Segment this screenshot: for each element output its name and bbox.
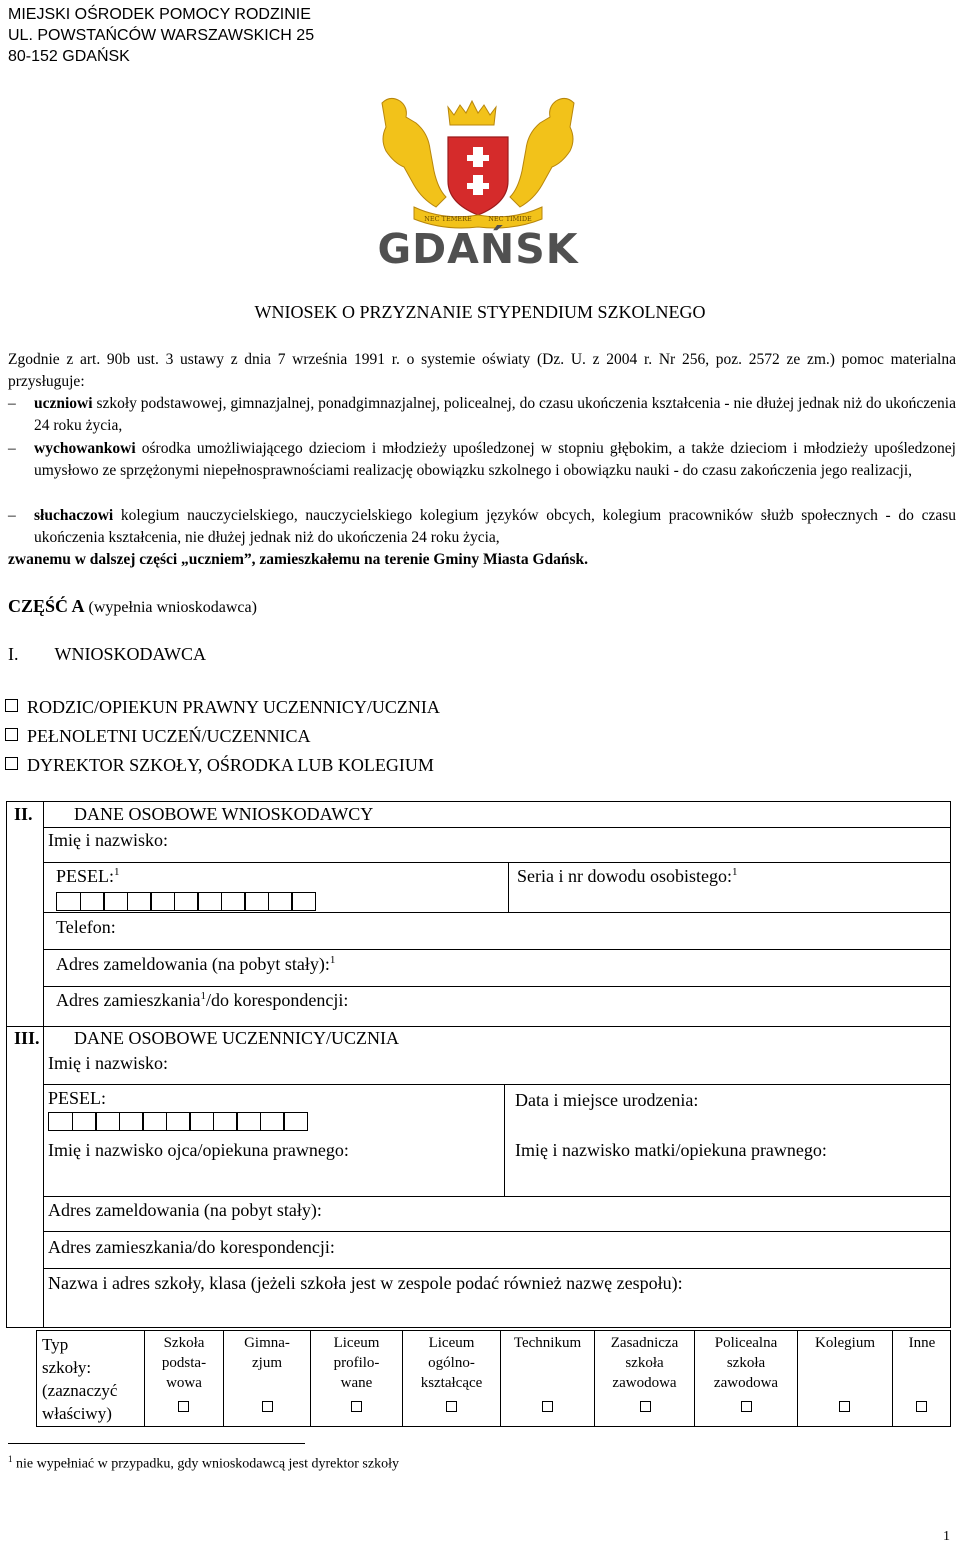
checkbox-vocational[interactable] — [640, 1401, 651, 1412]
bullet-uczen: – uczniowi szkoły podstawowej, gimnazjalnej, ponadgimnazjalnej, policealnej, do czasu ukończenia kształcenia - nie dłużej jednak niż do ukończenia 24 roku życia, — [8, 395, 956, 434]
checkbox-technical[interactable] — [542, 1401, 553, 1412]
logo-motto-left: NEC TEMERE — [424, 215, 472, 223]
checkbox-college[interactable] — [839, 1401, 850, 1412]
footnote: $^1$ nie wypełniać w przypadku, gdy wnioskodawcą jest dyrektor szkoły — [8, 1454, 399, 1472]
checkbox-post-secondary[interactable] — [741, 1401, 752, 1412]
school-type-profiled-lyceum: Liceum profilo- wane — [333, 1335, 380, 1391]
logo-motto-right: NEC TIMIDE — [488, 215, 532, 223]
header-city: 80-152 GDAŃSK — [8, 48, 130, 65]
logo-wordmark: GDAŃSK — [377, 225, 579, 270]
school-type-label: Typ szkoły: (zaznaczyć właściwy) — [42, 1335, 118, 1423]
applicant-type-director[interactable]: DYREKTOR SZKOŁY, OŚRODKA LUB KOLEGIUM — [5, 751, 434, 780]
document-title: WNIOSEK O PRZYZNANIE STYPENDIUM SZKOLNEGO — [254, 302, 706, 322]
section-2-title: DANE OSOBOWE WNIOSKODAWCY — [74, 804, 374, 824]
school-type-other: Inne — [908, 1335, 936, 1351]
student-residence-address-label[interactable]: Adres zamieszkania/do korespondencji: — [48, 1237, 335, 1257]
school-type-general-lyceum: Liceum ogólno- kształcące — [420, 1335, 483, 1391]
school-type-gymnasium: Gimna- zjum — [244, 1335, 290, 1371]
checkbox-other[interactable] — [916, 1401, 927, 1412]
gdansk-coat-of-arms-logo — [362, 95, 594, 270]
header-institution-name: MIEJSKI OŚRODEK POMOCY RODZINIE — [8, 6, 311, 23]
section-3-number: III. — [14, 1028, 40, 1048]
student-name-label[interactable]: Imię i nazwisko: — [48, 1053, 168, 1073]
checkbox-general-lyceum[interactable] — [446, 1401, 457, 1412]
checkbox[interactable] — [5, 757, 18, 770]
footnote-divider — [8, 1443, 305, 1444]
student-pesel-label: PESEL: — [48, 1088, 107, 1108]
school-type-technical: Technikum — [513, 1335, 582, 1351]
school-type-vocational: Zasadnicza szkoła zawodowa — [610, 1335, 679, 1391]
student-birth-label[interactable]: Data i miejsce urodzenia: — [515, 1090, 699, 1110]
mother-name-label[interactable]: Imię i nazwisko matki/opiekuna prawnego: — [515, 1140, 827, 1160]
school-type-primary: Szkoła podsta- wowa — [161, 1335, 207, 1391]
section-2-number: II. — [14, 804, 33, 824]
student-pesel-boxes[interactable] — [48, 1112, 307, 1131]
applicant-type-parent[interactable]: RODZIC/OPIEKUN PRAWNY UCZENNICY/UCZNIA — [5, 693, 440, 722]
applicant-id-label[interactable]: Seria i nr dowodu osobistego:$^1$ — [517, 866, 738, 886]
part-a-heading: CZĘŚĆ A (wypełnia wnioskodawca) — [8, 596, 257, 616]
bullet-sluchacz: – słuchaczowi kolegium nauczycielskiego, nauczycielskiego kolegium języków obcych, kolegium pracowników służb społecznych - do czasu ukończenia kształcenia, nie dłużej jednak niż do ukończenia 24 roku życia, — [8, 507, 956, 546]
school-type-college: Kolegium — [815, 1335, 875, 1351]
page-number: 1 — [943, 1529, 950, 1544]
closing-paragraph: zwanemu w dalszej części „uczniem”, zamieszkałemu na terenie Gminy Miasta Gdańsk. — [8, 551, 589, 568]
intro-paragraph: Zgodnie z art. 90b ust. 3 ustawy z dnia 7 września 1991 r. o systemie oświaty (Dz. U. z 2004 r. Nr 256, poz. 2572 ze zm.) pomoc materialna przysługuje: — [8, 351, 956, 390]
school-name-address-label[interactable]: Nazwa i adres szkoły, klasa (jeżeli szkoła jest w zespole podać również nazwę zespołu): — [48, 1273, 683, 1293]
applicant-name-label[interactable]: Imię i nazwisko: — [48, 830, 168, 850]
student-registered-address-label[interactable]: Adres zameldowania (na pobyt stały): — [48, 1200, 322, 1220]
applicant-registered-address-label[interactable]: Adres zameldowania (na pobyt stały):$^1$ — [56, 954, 336, 974]
applicant-residence-address-label[interactable]: Adres zamieszkania$^1$/do korespondencji: — [56, 990, 349, 1010]
checkbox[interactable] — [5, 699, 18, 712]
header-street: UL. POWSTAŃCÓW WARSZAWSKICH 25 — [8, 27, 315, 44]
applicant-pesel-label: PESEL:$^1$ — [56, 866, 120, 886]
bullet-wychowanek: – wychowankowi ośrodka umożliwiającego dzieciom i młodzieży upośledzonej w stopniu głębokim, a także dzieciom i młodzieży upośledzonej umysłowo ze sprzężonymi niepełnosprawnościami realizację obowiązku szkolnego i obowiązku nauki - do czasu zakończenia jego realizacji, — [8, 440, 956, 479]
checkbox-gymnasium[interactable] — [262, 1401, 273, 1412]
checkbox-profiled-lyceum[interactable] — [351, 1401, 362, 1412]
school-type-post-secondary: Policealna szkoła zawodowa — [713, 1335, 779, 1391]
father-name-label[interactable]: Imię i nazwisko ojca/opiekuna prawnego: — [48, 1140, 349, 1160]
applicant-pesel-boxes[interactable] — [56, 892, 315, 911]
checkbox-primary[interactable] — [178, 1401, 189, 1412]
section-1-heading: I. WNIOSKODAWCA — [8, 644, 207, 664]
applicant-phone-label[interactable]: Telefon: — [56, 917, 116, 937]
applicant-type-adult-student[interactable]: PEŁNOLETNI UCZEŃ/UCZENNICA — [5, 722, 310, 751]
section-3-title: DANE OSOBOWE UCZENNICY/UCZNIA — [74, 1028, 399, 1048]
checkbox[interactable] — [5, 728, 18, 741]
